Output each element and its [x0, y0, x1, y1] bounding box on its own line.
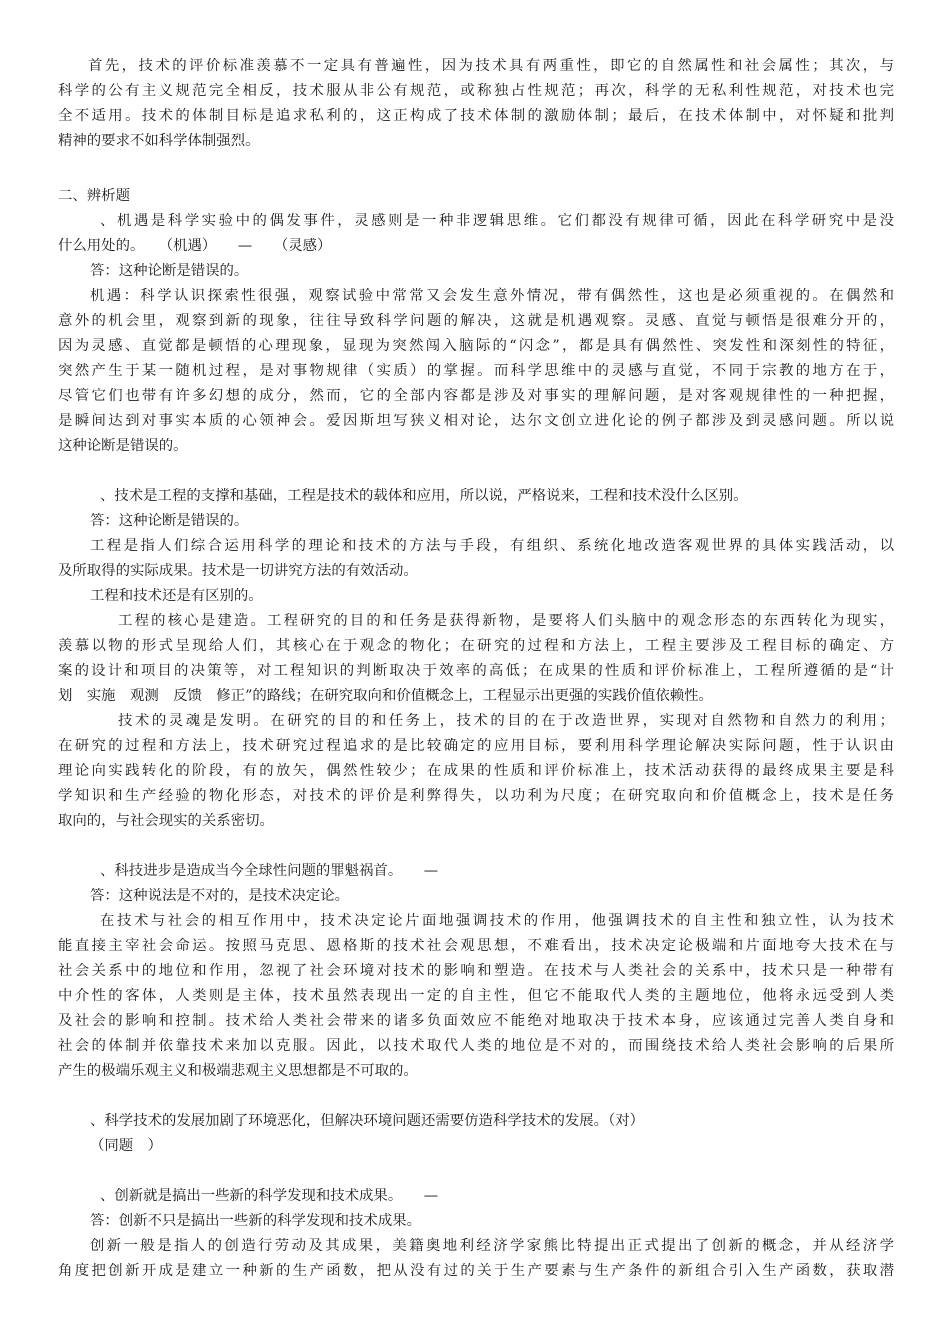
question-line: 、科技进步是造成当今全球性问题的罪魁祸首。 — — [100, 863, 439, 879]
paragraph-line: 机遇：科学认识探索性很强，观察试验中常常又会发生意外情况，带有偶然性，这也是必须重视的。在偶然和 — [90, 288, 894, 304]
paragraph-line: 划 实施 观测 反馈 修正”的路线；在研究取向和价值概念上，工程显示出更强的实践价值依赖性。 — [58, 688, 713, 704]
question-line: 、技术是工程的支撑和基础，工程是技术的载体和应用，所以说，严格说来，工程和技术没什么区别。 — [100, 488, 748, 504]
paragraph-line: 在研究的过程和方法上，技术研究过程追求的是比较确定的应用目标，要利用科学理论解决实际问题，性于认识由 — [58, 738, 894, 754]
paragraph-line: 突然产生于某一随机过程，是对事物规律（实质）的掌握。而科学思维中的灵感与直觉，不同于宗教的地方在于， — [58, 363, 894, 379]
paragraph-line: 社会关系中的地位和作用，忽视了社会环境对技术的影响和塑造。在技术与人类社会的关系中，技术只是一种带有 — [58, 963, 894, 979]
paragraph-line: 产生的极端乐观主义和极端悲观主义思想都是不可取的。 — [58, 1063, 418, 1079]
paragraph-line: 羡慕以物的形式呈现给人们，其核心在于观念的物化；在研究的过程和方法上，工程主要涉及工程目标的确定、方 — [58, 638, 894, 654]
question-line: 什么用处的。 （机遇） — （灵感） — [58, 238, 332, 254]
answer-line: 答：这种论断是错误的。 — [90, 513, 249, 529]
paragraph-line: 是瞬间达到对事实本质的心领神会。爱因斯坦写狭义相对论，达尔文创立进化论的例子都涉及到灵感问题。所以说 — [58, 413, 894, 429]
paragraph-line: 社会的体制并依靠技术来加以克服。因此，以技术取代人类的地位是不对的，而围绕技术给人类社会影响的后果所 — [58, 1038, 894, 1054]
paragraph-line: 在技术与社会的相互作用中，技术决定论片面地强调技术的作用，他强调技术的自主性和独立性，认为技术 — [100, 913, 894, 929]
paragraph-line: 工程的核心是建造。工程研究的目的和任务是获得新物，是要将人们头脑中的观念形态的东西转化为现实， — [118, 613, 894, 629]
question-line: 、科学技术的发展加剧了环境恶化，但解决环境问题还需要仿造科学技术的发展。（对） — [90, 1113, 645, 1129]
paragraph-line: 因为灵感、直觉都是顿悟的心理现象，显现为突然闯入脑际的“闪念”，都是具有偶然性、突发性和深刻性的特征， — [58, 338, 894, 354]
paragraph-line: 科学的公有主义规范完全相反，技术服从非公有规范，或称独占性规范；再次，科学的无私利性规范，对技术也完 — [58, 83, 894, 99]
paragraph-line: 理论向实践转化的阶段，有的放矢，偶然性较少；在成果的性质和评价标准上，技术活动获得的最终成果主要是科 — [58, 763, 894, 779]
paragraph-line: 首先，技术的评价标准羡慕不一定具有普遍性，因为技术具有两重性，即它的自然属性和社会属性；其次，与 — [88, 58, 894, 74]
question-line: 、机遇是科学实验中的偶发事件，灵感则是一种非逻辑思维。它们都没有规律可循，因此在科学研究中是没 — [100, 213, 894, 229]
answer-line: 答：这种论断是错误的。 — [90, 263, 249, 279]
paragraph-line: 工程和技术还是有区别的。 — [90, 588, 263, 604]
paragraph-line: 案的设计和项目的决策等，对工程知识的判断取决于效率的高低；在成果的性质和评价标准上，工程所遵循的是“计 — [58, 663, 894, 679]
paragraph-line: 创新一般是指人的创造行劳动及其成果，美籍奥地利经济学家熊比特提出正式提出了创新的概念，并从经济学 — [90, 1238, 894, 1254]
paragraph-line: 及所取得的实际成果。技术是一切讲究方法的有效活动。 — [58, 563, 418, 579]
question-line: 、创新就是搞出一些新的科学发现和技术成果。 — — [100, 1188, 439, 1204]
answer-line: 答：这种说法是不对的，是技术决定论。 — [90, 888, 350, 904]
section-heading: 二、辨析题 — [58, 188, 130, 204]
paragraph-line: 全不适用。技术的体制目标是追求私利的，这正构成了技术体制的激励体制；最后，在技术体制中，对怀疑和批判 — [58, 108, 894, 124]
paragraph-line: 中介性的客体，人类则是主体，技术虽然表现出一定的自主性，但它不能取代人类的主题地位，他将永远受到人类 — [58, 988, 894, 1004]
paragraph-line: 技术的灵魂是发明。在研究的目的和任务上，技术的目的在于改造世界，实现对自然物和自然力的利用； — [118, 713, 894, 729]
paragraph-line: 及社会的影响和控制。技术给人类社会带来的诸多负面效应不能绝对地取决于技术本身，应该通过完善人类自身和 — [58, 1013, 894, 1029]
paragraph-line: 意外的机会里，观察到新的现象，往往导致科学问题的解决，这就是机遇观察。灵感、直觉与顿悟是很难分开的， — [58, 313, 894, 329]
paragraph-line: 取向的，与社会现实的关系密切。 — [58, 813, 274, 829]
paragraph-line: 这种论断是错误的。 — [58, 438, 188, 454]
paragraph-line: 精神的要求不如科学体制强烈。 — [58, 133, 260, 149]
answer-line: 答：创新不只是搞出一些新的科学发现和技术成果。 — [90, 1213, 421, 1229]
paragraph-line: 能直接主宰社会命运。按照马克思、恩格斯的技术社会观思想，不难看出，技术决定论极端和片面地夸大技术在与 — [58, 938, 894, 954]
paragraph-line: 角度把创新开成是建立一种新的生产函数，把从没有过的关于生产要素与生产条件的新组合引入生产函数，获取潜 — [58, 1263, 894, 1279]
paragraph-line: 尽管它们也带有许多幻想的成分，然而，它的全部内容都是涉及对事实的理解问题，是对客观规律性的一种把握， — [58, 388, 894, 404]
question-line: （同题 ） — [90, 1138, 162, 1154]
paragraph-line: 工程是指人们综合运用科学的理论和技术的方法与手段，有组织、系统化地改造客观世界的具体实践活动，以 — [90, 538, 894, 554]
paragraph-line: 学知识和生产经验的物化形态，对技术的评价是利弊得失，以功利为尺度；在研究取向和价值概念上，技术是任务 — [58, 788, 894, 804]
